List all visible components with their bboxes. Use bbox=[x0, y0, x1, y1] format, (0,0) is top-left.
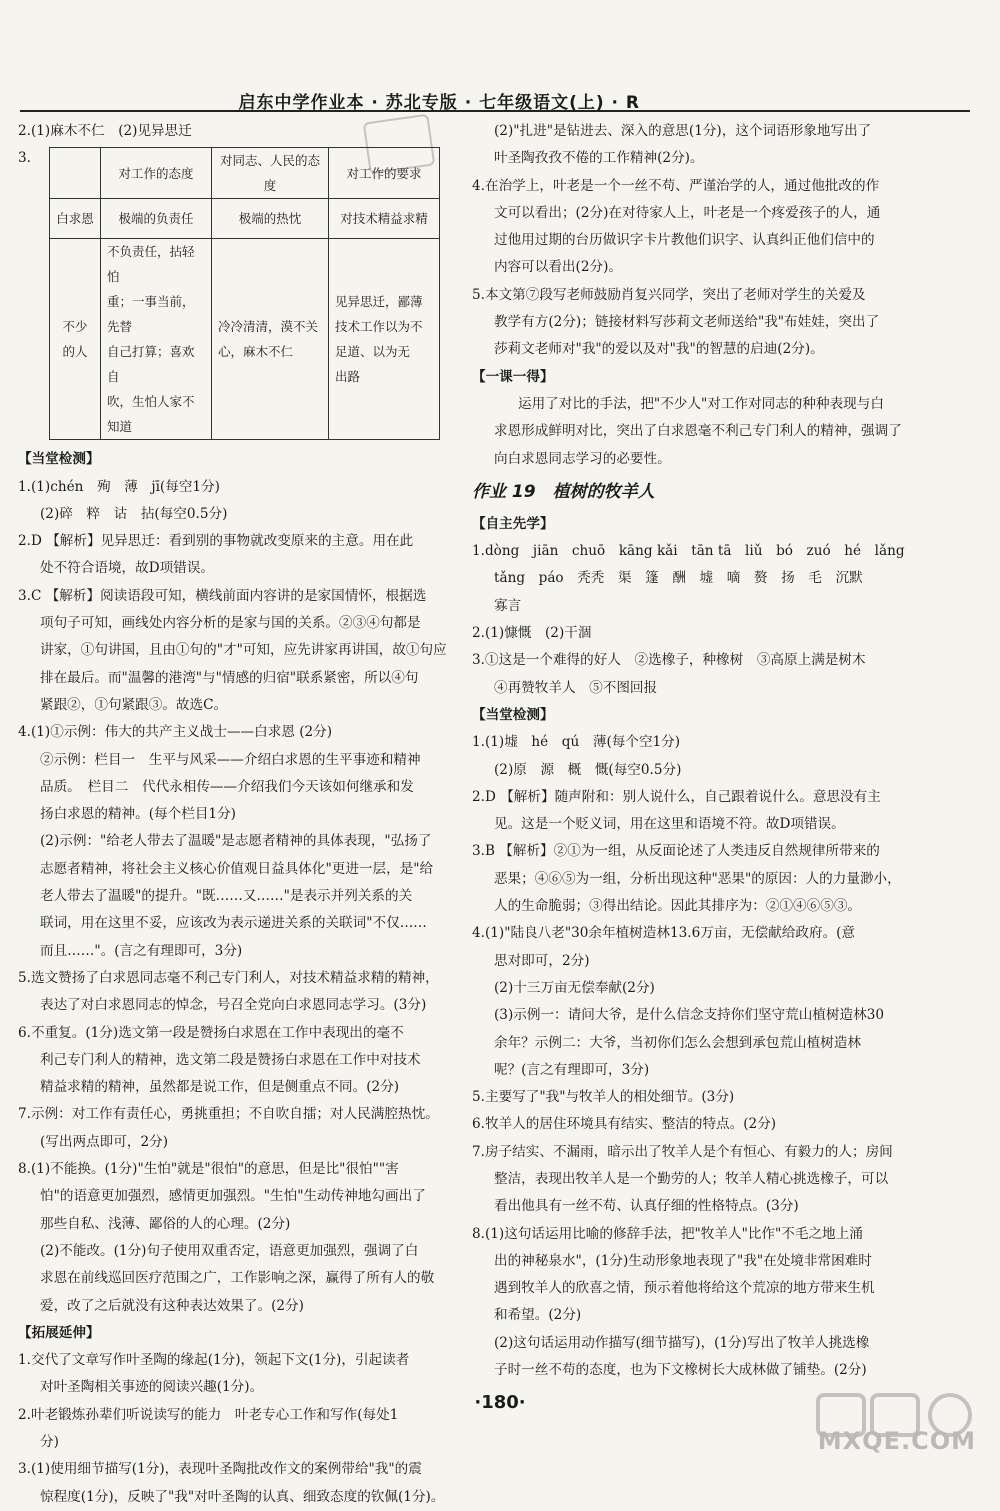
answer-line: 1.(1)墟 hé qú 薄(每个空1分) bbox=[472, 734, 681, 751]
answer-line: 惊程度(1分)，反映了"我"对叶圣陶的认真、细致态度的钦佩(1分)。 bbox=[40, 1488, 445, 1505]
answer-line: 内容可以看出(2分)。 bbox=[494, 259, 623, 276]
answer-line: 表达了对白求恩同志的悼念，号召全党向白求恩同志学习。(3分) bbox=[40, 997, 427, 1014]
answer-line: 分) bbox=[40, 1433, 59, 1450]
answer-line: ②示例：栏目一 生平与风采——介绍白求恩的生平事迹和精神 bbox=[40, 751, 421, 768]
answer-line: 教学有方(2分)；链接材料写莎莉文老师送给"我"布娃娃，突出了 bbox=[494, 314, 880, 331]
answer-line: 怕"的语意更加强烈，感情更加强烈。"生怕"生动传神地勾画出了 bbox=[40, 1188, 426, 1205]
table-cell: 见异思迁，鄙薄 技术工作以为不 足道、以为无 出路 bbox=[328, 239, 439, 440]
answer-line: 对叶圣陶相关事迹的阅读兴趣(1分)。 bbox=[40, 1379, 264, 1396]
answer-line: 1.dòng jiān chuō kāng kǎi tān tā liǔ bó zuó hé lǎng bbox=[472, 543, 905, 560]
answer-line: (2)不能改。(1分)句子使用双重否定，语意更加强烈，强调了白 bbox=[40, 1242, 419, 1259]
table-cell: 极端的热忱 bbox=[211, 199, 328, 239]
answer-line: 文可以看出；(2分)在对待家人上，叶老是一个疼爱孩子的人，通 bbox=[494, 204, 881, 221]
table-header: 对工作的要求 bbox=[328, 148, 439, 199]
answer-line: (2)"扎进"是钻进去、深入的意思(1分)，这个词语形象地写出了 bbox=[494, 123, 872, 139]
answer-line: (2)碎 粹 诂 拈(每空0.5分) bbox=[40, 505, 228, 522]
answer-line: (2)原 源 概 慨(每空0.5分) bbox=[494, 761, 682, 778]
answer-line: 2.(1)慷慨 (2)干涸 bbox=[472, 625, 592, 642]
answer-line: 紧跟②，①句紧跟③。故选C。 bbox=[40, 696, 228, 713]
answer-line: 呢？(言之有理即可，3分) bbox=[494, 1061, 650, 1078]
page-header bbox=[0, 0, 1000, 112]
answer-line: 子时一丝不苟的态度，也为下文橡树长大成林做了铺垫。(2分) bbox=[494, 1362, 867, 1379]
answer-line: (写出两点即可，2分) bbox=[40, 1133, 169, 1150]
answer-line: (2)这句话运用动作描写(细节描写)，(1分)写出了牧羊人挑选橡 bbox=[494, 1334, 870, 1351]
answer-line: 人的生命脆弱；③得出结论。因此其排序为：②①④⑥⑤③。 bbox=[494, 898, 862, 915]
answer-line: 和希望。(2分) bbox=[494, 1307, 582, 1324]
answer-line: 3.①这是一个难得的好人 ②选橡子，种橡树 ③高原上满是树木 bbox=[472, 652, 866, 669]
table-cell: 极端的负责任 bbox=[100, 199, 211, 239]
answer-line: 扬白求恩的精神。(每个栏目1分) bbox=[40, 806, 236, 823]
answer-line: 品质。 栏目二 代代永相传——介绍我们今天该如何继承和发 bbox=[40, 778, 414, 795]
answer-line: 整洁，表现出牧羊人是一个勤劳的人；牧羊人精心挑选橡子，可以 bbox=[494, 1170, 889, 1187]
answer-line: 4.(1)①示例：伟大的共产主义战士——白求恩 (2分) bbox=[18, 724, 333, 741]
answer-line: 余年？示例二：大爷，当初你们怎么会想到承包荒山植树造林 bbox=[494, 1034, 862, 1051]
answer-line: 精益求精的精神，虽然都是说工作，但是侧重点不同。(2分) bbox=[40, 1079, 400, 1096]
answer-line: 5.主要写了"我"与牧羊人的相处细节。(3分) bbox=[472, 1089, 735, 1106]
table-block bbox=[18, 145, 456, 446]
section-heading: 【一课一得】 bbox=[472, 368, 554, 385]
answer-line: 7.房子结实、不漏雨，暗示出了牧羊人是个有恒心、有毅力的人；房间 bbox=[472, 1143, 893, 1160]
table-cell: 不负责任，拈轻怕 重；一事当前，先替 自己打算；喜欢自 吹，生怕人家不知道 bbox=[100, 239, 211, 440]
answer-line: 向白求恩同志学习的必要性。 bbox=[494, 450, 671, 467]
section-heading: 【自主先学】 bbox=[472, 515, 554, 532]
answer-line: 项句子可知，画线处内容分析的是家与国的关系。②③④句都是 bbox=[40, 615, 421, 632]
answer-line: 2.D 【解析】见异思迁：看到别的事物就改变原来的主意。用在此 bbox=[18, 533, 414, 550]
answer-line: 思对即可，2分) bbox=[494, 952, 590, 969]
answer-line: 恶果；④⑥⑤为一组，分析出现这种"恶果"的原因：人的力量渺小， bbox=[494, 870, 901, 887]
answer-line: 出的神秘泉水"，(1分)生动形象地表现了"我"在处境非常困难时 bbox=[494, 1252, 872, 1269]
answer-line: 6.牧羊人的居住环境具有结实、整洁的特点。(2分) bbox=[472, 1116, 777, 1133]
answer-line: 老人带去了温暖"的提升。"既……又……"是表示并列关系的关 bbox=[40, 888, 413, 905]
answer-line: 4.(1)"陆良八老"30余年植树造林13.6万亩，无偿献给政府。(意 bbox=[472, 925, 856, 942]
answer-line: (2)十三万亩无偿奉献(2分) bbox=[494, 979, 655, 996]
comparison-table bbox=[49, 147, 440, 440]
answer-line: 求恩形成鲜明对比，突出了白求恩毫不利己专门利人的精神，强调了 bbox=[494, 423, 902, 440]
answer-line: 处不符合语境，故D项错误。 bbox=[40, 560, 215, 577]
answer-line: 3.C 【解析】阅读语段可知，横线前面内容讲的是家国情怀，根据选 bbox=[18, 587, 427, 604]
answer-line: 7.示例：对工作有责任心，勇挑重担；不自吹自擂；对人民满腔热忱。 bbox=[18, 1106, 439, 1123]
answer-line: 运用了对比的手法，把"不少人"对工作对同志的种种表现与白 bbox=[518, 395, 884, 412]
answer-line: 那些自私、浅薄、鄙俗的人的心理。(2分) bbox=[40, 1215, 291, 1232]
answer-line: tǎng páo 秃秃 渠 篷 酬 墟 嘀 赘 扬 毛 沉默 bbox=[494, 570, 863, 587]
answer-line: 5.本文第⑦段写老师鼓励肖复兴同学，突出了老师对学生的关爱及 bbox=[472, 286, 866, 303]
answer-line: 过他用过期的台历做识字卡片教他们识字、认真纠正他们信中的 bbox=[494, 232, 875, 249]
answer-line: 讲家，①句讲国，且由①句的"才"可知，应先讲家再讲国，故①句应 bbox=[40, 642, 447, 659]
table-header: 对工作的态度 bbox=[100, 148, 211, 199]
answer-line: 4.在治学上，叶老是一个一丝不苟、严谨治学的人，通过他批改的作 bbox=[472, 177, 880, 194]
section-heading: 【拓展延伸】 bbox=[18, 1324, 100, 1341]
section-heading: 【当堂检测】 bbox=[472, 706, 554, 723]
section-heading: 【当堂检测】 bbox=[18, 451, 100, 468]
answer-line: 求恩在前线巡回医疗范围之广，工作影响之深，赢得了所有人的敬 bbox=[40, 1270, 435, 1287]
answer-line: 2.(1)麻木不仁 (2)见异思迁 bbox=[18, 123, 192, 139]
answer-line: 利己专门利人的精神，选文第二段是赞扬白求恩在工作中对技术 bbox=[40, 1051, 421, 1068]
answer-line: ④再赞牧羊人 ⑤不图回报 bbox=[494, 679, 658, 696]
answer-line: 看出他具有一丝不苟、认真仔细的性格特点。(3分) bbox=[494, 1198, 799, 1215]
table-corner bbox=[49, 148, 100, 199]
answer-line: 而且……"。(言之有理即可，3分) bbox=[40, 942, 243, 959]
answer-line: (3)示例一：请问大爷，是什么信念支持你们坚守荒山植树造林30 bbox=[494, 1007, 884, 1024]
answer-line: 叶圣陶孜孜不倦的工作精神(2分)。 bbox=[494, 150, 704, 167]
answer-line: 寡言 bbox=[494, 597, 522, 614]
answer-line: 爱，改了之后就没有这种表达效果了。(2分) bbox=[40, 1297, 304, 1314]
answer-line: 8.(1)不能换。(1分)"生怕"就是"很怕"的意思，但是比"很怕""害 bbox=[18, 1161, 399, 1178]
answer-line: 见。这是一个贬义词，用在这里和语境不符。故D项错误。 bbox=[494, 816, 845, 833]
header-rule bbox=[20, 110, 970, 112]
page-number: ·180· bbox=[474, 1392, 526, 1413]
watermark-logo bbox=[814, 1391, 982, 1461]
header-title: 启东中学作业本 · 苏北专版 · 七年级语文(上) · R bbox=[238, 93, 640, 113]
answer-line: 莎莉文老师对"我"的爱以及对"我"的智慧的启迪(2分)。 bbox=[494, 341, 824, 358]
table-header: 对同志、人民的态度 bbox=[211, 148, 328, 199]
left-lines bbox=[18, 446, 456, 1511]
row-label: 不少 的人 bbox=[49, 239, 100, 440]
watermark-text: MXQE.COM bbox=[817, 1427, 976, 1455]
answer-line: 1.交代了文章写作叶圣陶的缘起(1分)，领起下文(1分)，引起读者 bbox=[18, 1352, 410, 1369]
answer-line: 联词，用在这里不妥，应该改为表示递进关系的关联词"不仅…… bbox=[40, 915, 427, 932]
answer-line: 8.(1)这句话运用比喻的修辞手法，把"牧羊人"比作"不毛之地上涌 bbox=[472, 1225, 863, 1242]
table-cell: 对技术精益求精 bbox=[328, 199, 439, 239]
answer-line: 志愿者精神，将社会主义核心价值观日益具体化"更进一层，是"给 bbox=[40, 860, 434, 877]
answer-line: 1.(1)chén 殉 薄 jī(每空1分) bbox=[18, 478, 220, 495]
answer-line: 3.B 【解析】②①为一组，从反面论述了人类违反自然规律所带来的 bbox=[472, 843, 880, 860]
answer-line: 6.不重复。(1分)选文第一段是赞扬白求恩在工作中表现出的毫不 bbox=[18, 1024, 404, 1041]
right-lines bbox=[472, 118, 912, 1384]
question-number: 3. bbox=[18, 150, 31, 167]
row-label: 白求恩 bbox=[49, 199, 100, 239]
answer-line: 2.叶老锻炼孙辈们听说读写的能力 叶老专心工作和写作(每处1 bbox=[18, 1406, 399, 1423]
answer-line: 5.选文赞扬了白求恩同志毫不利己专门利人，对技术精益求精的精神， bbox=[18, 969, 439, 986]
right-column bbox=[472, 118, 912, 1384]
table-cell: 冷冷清清，漠不关 心，麻木不仁 bbox=[211, 239, 328, 440]
answer-line: 排在最后。而"温馨的港湾"与"情感的归宿"联系紧密，所以④句 bbox=[40, 669, 419, 686]
left-column bbox=[18, 118, 456, 1511]
answer-line: 2.D 【解析】随声附和：别人说什么，自己跟着说什么。意思没有主 bbox=[472, 788, 881, 805]
answer-line: 遇到牧羊人的欣喜之情，预示着他将给这个荒凉的地方带来生机 bbox=[494, 1280, 875, 1297]
answer-line: (2)示例："给老人带去了温暖"是志愿者精神的具体表现，"弘扬了 bbox=[40, 833, 432, 850]
answer-line: 3.(1)使用细节描写(1分)，表现叶圣陶批改作文的案例带给"我"的震 bbox=[18, 1461, 422, 1478]
homework-title: 作业 19 植树的牧羊人 bbox=[472, 481, 655, 502]
